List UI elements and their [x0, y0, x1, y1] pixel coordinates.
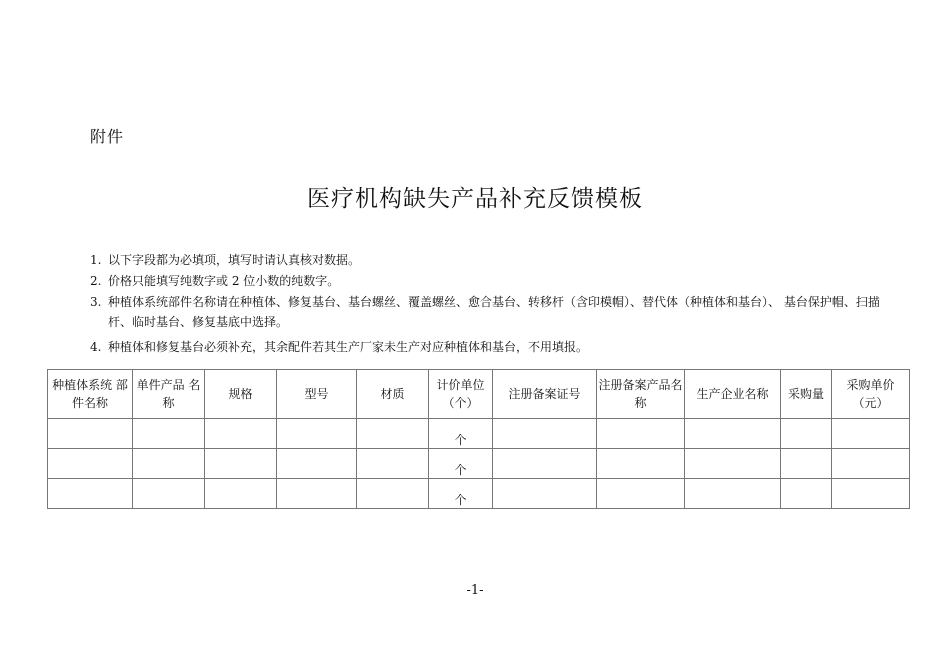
table-cell[interactable]: [493, 479, 597, 509]
instruction-text: 种植体系统部件名称请在种植体、修复基台、基台螺丝、覆盖螺丝、愈合基台、转移杆（含印模帽）、替代体（种植体和基台）、 基台保护帽、扫描杆、临时基台、修复基底中选择。: [108, 295, 880, 329]
instruction-number: 3.: [90, 295, 102, 309]
document-title: 医疗机构缺失产品补充反馈模板: [307, 186, 643, 212]
table-cell[interactable]: [205, 449, 277, 479]
column-header: 单件产品 名称: [133, 370, 205, 419]
column-header: 生产企业名称: [685, 370, 781, 419]
table-cell[interactable]: [685, 449, 781, 479]
instruction-item: [90, 337, 900, 357]
unit-cell[interactable]: 个: [429, 449, 493, 479]
table-cell[interactable]: [277, 479, 357, 509]
table-cell[interactable]: [781, 419, 832, 449]
instruction-item: [90, 271, 900, 291]
table-cell[interactable]: [205, 479, 277, 509]
column-header: 规格: [205, 370, 277, 419]
table-row: [48, 479, 910, 509]
table-cell[interactable]: [597, 449, 685, 479]
table-cell[interactable]: [685, 419, 781, 449]
unit-cell[interactable]: 个: [429, 419, 493, 449]
instruction-text: 价格只能填写纯数字或 2 位小数的纯数字。: [108, 274, 340, 288]
table-cell[interactable]: [832, 419, 910, 449]
instructions-list: [90, 250, 900, 358]
table-cell[interactable]: [205, 419, 277, 449]
table-cell[interactable]: [277, 449, 357, 479]
column-header: 计价单位（个）: [429, 370, 493, 419]
table-cell[interactable]: [48, 479, 133, 509]
column-header: 采购单价（元）: [832, 370, 910, 419]
instruction-text: 以下字段都为必填项，填写时请认真核对数据。: [108, 253, 361, 267]
feedback-table: [47, 369, 910, 509]
table-cell[interactable]: [597, 419, 685, 449]
attachment-label: 附件: [90, 127, 125, 146]
table-row: [48, 419, 910, 449]
table-cell[interactable]: [357, 419, 429, 449]
instruction-text: 种植体和修复基台必须补充，其余配件若其生产厂家未生产对应种植体和基台，不用填报。: [108, 340, 589, 354]
column-header: 材质: [357, 370, 429, 419]
column-header: 注册备案证号: [493, 370, 597, 419]
table-cell[interactable]: [48, 449, 133, 479]
column-header: 采购量: [781, 370, 832, 419]
table-cell[interactable]: [133, 479, 205, 509]
table-cell[interactable]: [277, 419, 357, 449]
table-cell[interactable]: [685, 479, 781, 509]
table-cell[interactable]: [133, 449, 205, 479]
page-number: -1-: [466, 583, 484, 598]
instruction-item: [90, 292, 900, 332]
table-cell[interactable]: [832, 449, 910, 479]
column-header: 注册备案产品名称: [597, 370, 685, 419]
table-cell[interactable]: [133, 419, 205, 449]
table-cell[interactable]: [357, 479, 429, 509]
instruction-item: [90, 250, 900, 270]
table-cell[interactable]: [357, 449, 429, 479]
table-cell[interactable]: [493, 419, 597, 449]
table-cell[interactable]: [48, 419, 133, 449]
table-cell[interactable]: [597, 479, 685, 509]
column-header: 型号: [277, 370, 357, 419]
table-header-row: [48, 370, 910, 419]
instruction-number: 2.: [90, 274, 102, 288]
table-cell[interactable]: [781, 479, 832, 509]
table-cell[interactable]: [832, 479, 910, 509]
table-row: [48, 449, 910, 479]
table-cell[interactable]: [781, 449, 832, 479]
instruction-number: 1.: [90, 253, 102, 267]
instruction-number: 4.: [90, 340, 102, 354]
unit-cell[interactable]: 个: [429, 479, 493, 509]
column-header: 种植体系统 部件名称: [48, 370, 133, 419]
table-cell[interactable]: [493, 449, 597, 479]
